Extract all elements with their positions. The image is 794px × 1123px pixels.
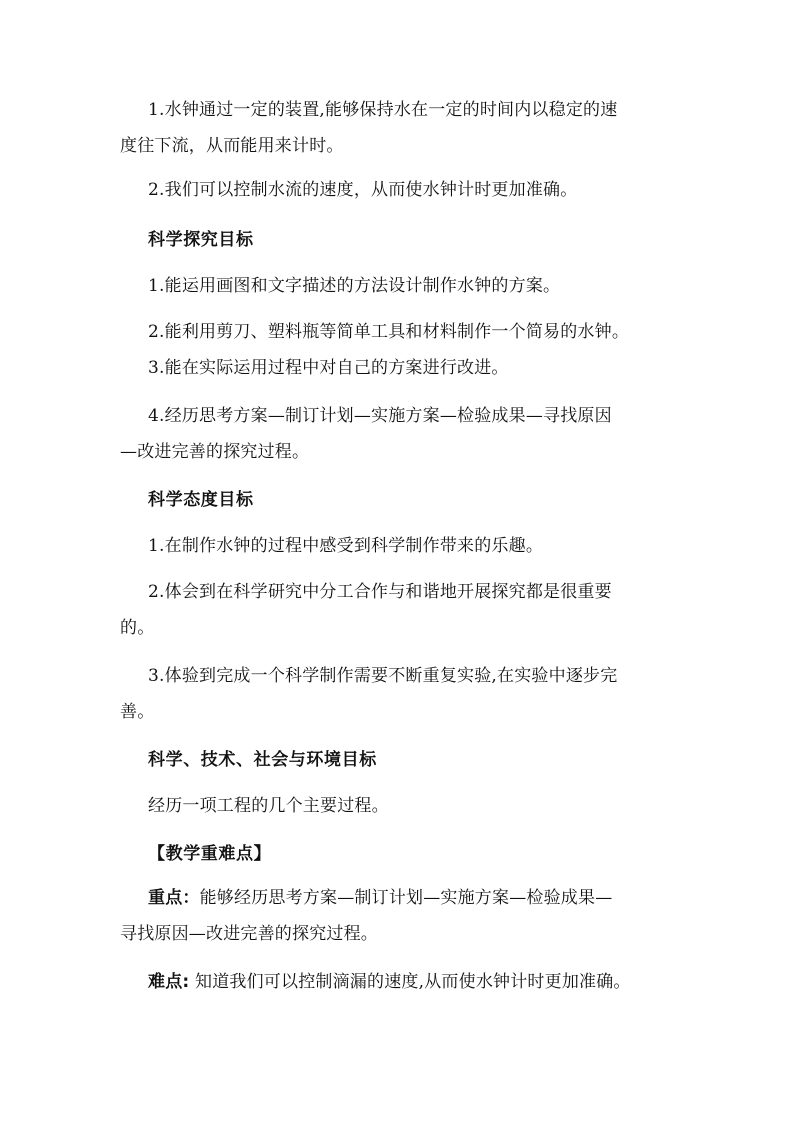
inquiry-item-3: 3.能在实际运用过程中对自己的方案进行改进。 <box>148 358 509 378</box>
inquiry-heading: 科学探究目标 <box>148 230 254 250</box>
attitude-heading: 科学态度目标 <box>148 490 254 510</box>
attitude-item-2-line-1: 2.体会到在科学研究中分工合作与和谐地开展探究都是很重要 <box>148 582 612 602</box>
attitude-item-3-line-2: 善。 <box>120 702 155 722</box>
key-point-text: 能够经历思考方案—制订计划—实施方案—检验成果— <box>199 888 613 908</box>
keypoints-heading: 【教学重难点】 <box>148 844 272 864</box>
attitude-item-3-line-1: 3.体验到完成一个科学制作需要不断重复实验,在实验中逐步完 <box>148 666 618 686</box>
stse-heading: 科学、技术、社会与环境目标 <box>148 750 377 770</box>
inquiry-item-4-line-2: —改进完善的探究过程。 <box>120 442 310 462</box>
inquiry-item-4-line-1: 4.经历思考方案—制订计划—实施方案—检验成果—寻找原因 <box>148 406 612 426</box>
knowledge-item-1-line-1: 1.水钟通过一定的装置,能够保持水在一定的时间内以稳定的速 <box>148 100 618 120</box>
attitude-item-2-line-2: 的。 <box>120 618 155 638</box>
attitude-item-1: 1.在制作水钟的过程中感受到科学制作带来的乐趣。 <box>148 536 544 556</box>
key-point-line-1 <box>148 888 612 908</box>
key-point-label: 重点： <box>148 888 200 908</box>
stse-item-1: 经历一项工程的几个主要过程。 <box>148 796 389 816</box>
knowledge-item-1-line-2: 度往下流，从而能用来计时。 <box>120 136 344 156</box>
knowledge-item-2: 2.我们可以控制水流的速度，从而使水钟计时更加准确。 <box>148 180 578 200</box>
difficult-point-line <box>148 972 631 992</box>
inquiry-item-1: 1.能运用画图和文字描述的方法设计制作水钟的方案。 <box>148 276 561 296</box>
key-point-line-2: 寻找原因—改进完善的探究过程。 <box>120 924 378 944</box>
inquiry-item-2: 2.能利用剪刀、塑料瓶等简单工具和材料制作一个简易的水钟。 <box>148 322 630 342</box>
difficult-point-label: 难点: <box>148 972 190 992</box>
difficult-point-text: 知道我们可以控制滴漏的速度,从而使水钟计时更加准确。 <box>189 972 631 992</box>
